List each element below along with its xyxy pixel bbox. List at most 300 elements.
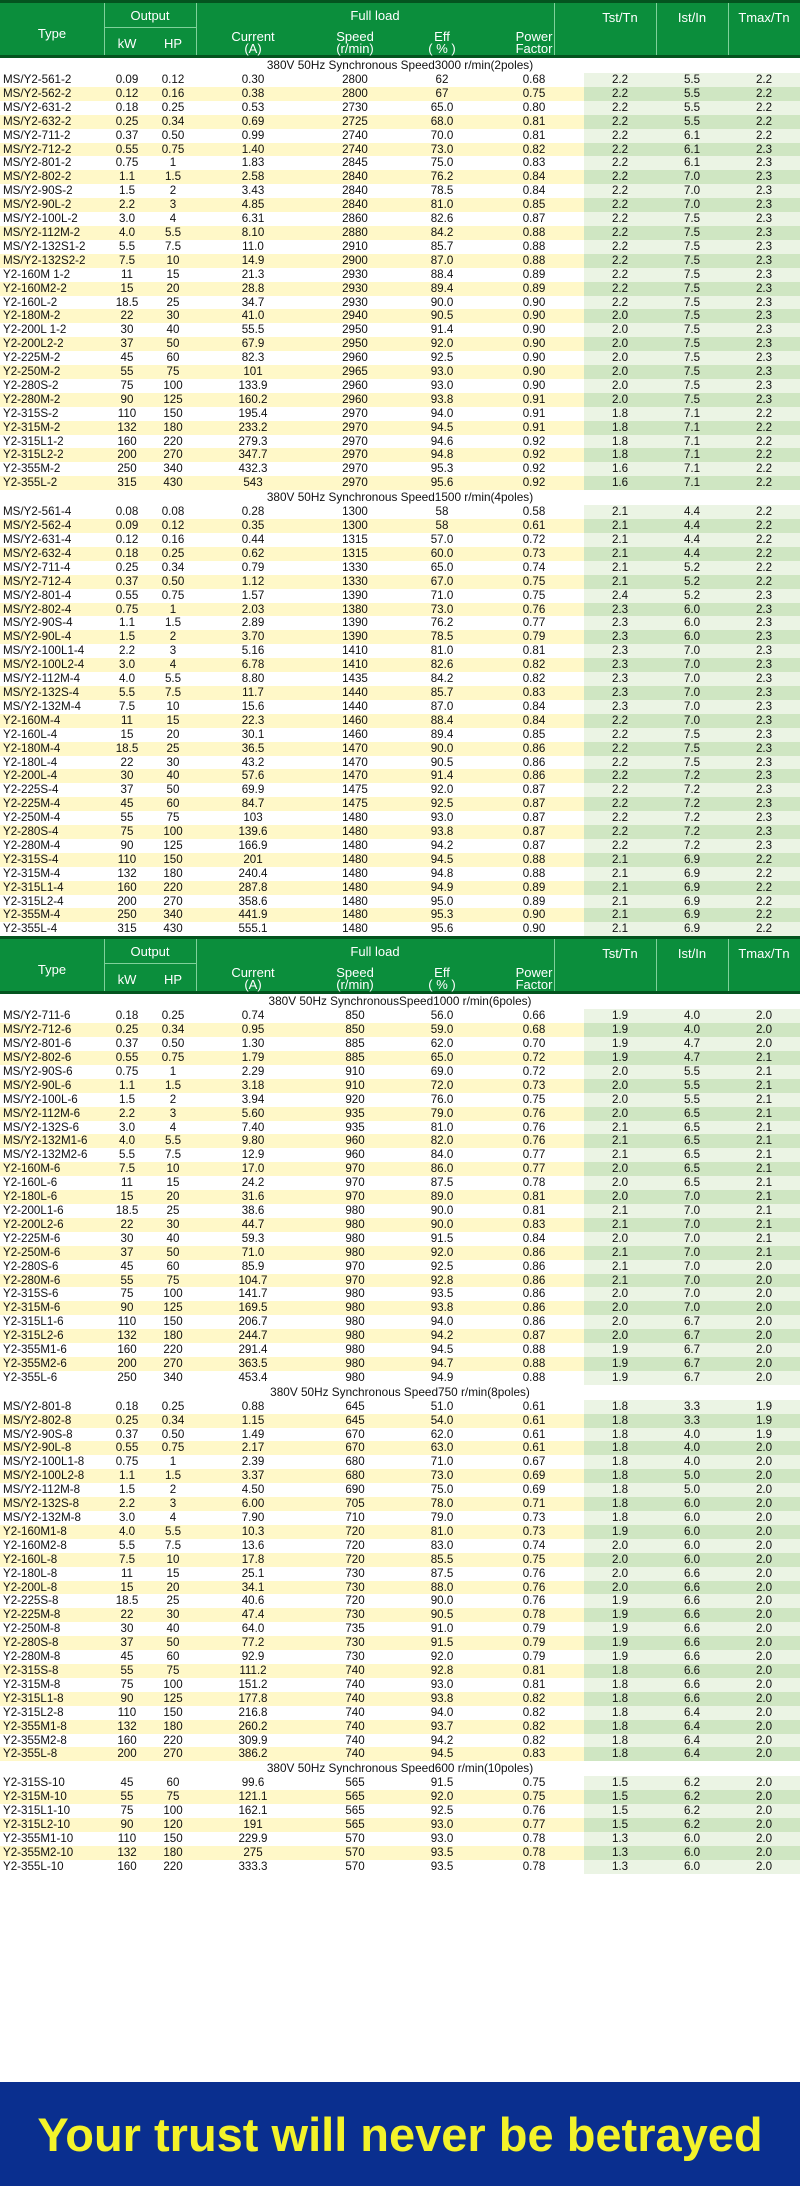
table-row bbox=[0, 1818, 800, 1832]
table-cell: 0.86 bbox=[484, 756, 584, 770]
table-cell: 0.79 bbox=[484, 630, 584, 644]
table-cell: MS/Y2-132M-4 bbox=[0, 700, 104, 714]
table-cell: 0.87 bbox=[484, 212, 584, 226]
table-cell: 200 bbox=[104, 895, 150, 909]
table-row bbox=[0, 1121, 800, 1135]
table-cell: 0.81 bbox=[484, 644, 584, 658]
table-cell: 10 bbox=[150, 700, 196, 714]
table-cell: 2.3 bbox=[728, 268, 800, 282]
table-cell: 430 bbox=[150, 922, 196, 936]
table-row bbox=[0, 337, 800, 351]
table-cell: 7.5 bbox=[150, 1539, 196, 1553]
table-cell: 2.0 bbox=[584, 1581, 656, 1595]
table-cell: 2.2 bbox=[728, 435, 800, 449]
table-cell: 6.5 bbox=[656, 1107, 728, 1121]
table-cell: 2.1 bbox=[728, 1190, 800, 1204]
table-cell: 2.2 bbox=[728, 519, 800, 533]
table-cell: 0.08 bbox=[104, 505, 150, 519]
table-cell: 0.91 bbox=[484, 407, 584, 421]
table-cell: 1480 bbox=[310, 853, 400, 867]
table-cell: 1315 bbox=[310, 547, 400, 561]
table-cell: 1.9 bbox=[584, 1037, 656, 1051]
table-cell: 680 bbox=[310, 1469, 400, 1483]
table-cell: 970 bbox=[310, 1176, 400, 1190]
table-cell: 37 bbox=[104, 337, 150, 351]
table-cell: 0.75 bbox=[484, 589, 584, 603]
table-cell: 1.9 bbox=[584, 1650, 656, 1664]
table-cell: MS/Y2-801-6 bbox=[0, 1037, 104, 1051]
table-row bbox=[0, 714, 800, 728]
table-cell: 2.3 bbox=[728, 742, 800, 756]
table-cell: 2725 bbox=[310, 115, 400, 129]
table-cell: 90.0 bbox=[400, 1218, 484, 1232]
table-cell: Y2-200L-8 bbox=[0, 1581, 104, 1595]
table-cell: Y2-355L-2 bbox=[0, 476, 104, 490]
table-cell: 6.0 bbox=[656, 1832, 728, 1846]
table-cell: 0.81 bbox=[484, 1204, 584, 1218]
table-cell: 0.90 bbox=[484, 351, 584, 365]
table-cell: MS/Y2-132S-4 bbox=[0, 686, 104, 700]
table-row bbox=[0, 1664, 800, 1678]
table-cell: 55 bbox=[104, 1274, 150, 1288]
table-cell: 87.0 bbox=[400, 700, 484, 714]
table-cell: 45 bbox=[104, 1260, 150, 1274]
table-cell: 2.3 bbox=[728, 337, 800, 351]
table-cell: 2.2 bbox=[728, 462, 800, 476]
table-cell: 90.0 bbox=[400, 1204, 484, 1218]
table-cell: Y2-180L-6 bbox=[0, 1190, 104, 1204]
table-cell: 2.2 bbox=[728, 853, 800, 867]
table-cell: 62 bbox=[400, 73, 484, 87]
table-cell: 2.0 bbox=[584, 1567, 656, 1581]
table-row bbox=[0, 1706, 800, 1720]
table-cell: 0.87 bbox=[484, 811, 584, 825]
table-cell: 82.6 bbox=[400, 212, 484, 226]
table-row bbox=[0, 379, 800, 393]
table-cell: MS/Y2-100L2-8 bbox=[0, 1469, 104, 1483]
table-cell: MS/Y2-100L2-4 bbox=[0, 658, 104, 672]
table-cell: 2.0 bbox=[584, 1190, 656, 1204]
table-cell: 2.0 bbox=[728, 1846, 800, 1860]
table-cell: 7.5 bbox=[104, 1553, 150, 1567]
table-cell: 160 bbox=[104, 435, 150, 449]
table-cell: 11 bbox=[104, 1567, 150, 1581]
table-cell: 2.2 bbox=[728, 533, 800, 547]
table-cell: 93.0 bbox=[400, 1832, 484, 1846]
table-cell: 1390 bbox=[310, 630, 400, 644]
table-cell: 69.0 bbox=[400, 1065, 484, 1079]
table-row bbox=[0, 728, 800, 742]
table-cell: 0.91 bbox=[484, 393, 584, 407]
table-cell: 2.1 bbox=[584, 1218, 656, 1232]
table-cell: 6.0 bbox=[656, 616, 728, 630]
table-row bbox=[0, 1079, 800, 1093]
table-cell: 2.0 bbox=[728, 1636, 800, 1650]
table-cell: 7.5 bbox=[656, 309, 728, 323]
table-cell: 90.0 bbox=[400, 1594, 484, 1608]
table-cell: 2.1 bbox=[584, 1134, 656, 1148]
table-cell: Y2-315S-8 bbox=[0, 1664, 104, 1678]
table-cell: 2930 bbox=[310, 282, 400, 296]
table-cell: 82.6 bbox=[400, 658, 484, 672]
table-cell: 2.3 bbox=[728, 589, 800, 603]
table-cell: 1.8 bbox=[584, 1747, 656, 1761]
table-cell: 2.1 bbox=[728, 1121, 800, 1135]
table-cell: 125 bbox=[150, 393, 196, 407]
table-cell: 2.0 bbox=[728, 1860, 800, 1874]
table-cell: 2965 bbox=[310, 365, 400, 379]
table-cell: 44.7 bbox=[196, 1218, 310, 1232]
section-title: 380V 50Hz Synchronous Speed750 r/min(8poles) bbox=[0, 1385, 800, 1400]
table-cell: 65.0 bbox=[400, 561, 484, 575]
table-cell: 4.7 bbox=[656, 1051, 728, 1065]
table-cell: 2840 bbox=[310, 170, 400, 184]
table-cell: MS/Y2-132S2-2 bbox=[0, 254, 104, 268]
table-cell: 41.0 bbox=[196, 309, 310, 323]
table-cell: 7.5 bbox=[656, 296, 728, 310]
table-cell: 92.0 bbox=[400, 783, 484, 797]
slogan-text: Your trust will never be betrayed bbox=[37, 2107, 763, 2161]
table-row bbox=[0, 1608, 800, 1622]
table-cell: 7.0 bbox=[656, 170, 728, 184]
table-cell: 2.2 bbox=[584, 783, 656, 797]
table-row bbox=[0, 1455, 800, 1469]
table-cell: 58 bbox=[400, 519, 484, 533]
table-cell: 0.09 bbox=[104, 73, 150, 87]
table-cell: 18.5 bbox=[104, 742, 150, 756]
table-cell: 0.61 bbox=[484, 519, 584, 533]
table-cell: 0.88 bbox=[196, 1400, 310, 1414]
table-cell: 13.6 bbox=[196, 1539, 310, 1553]
table-cell: 45 bbox=[104, 1650, 150, 1664]
table-row bbox=[0, 309, 800, 323]
table-cell: 0.75 bbox=[484, 575, 584, 589]
table-cell: 0.50 bbox=[150, 575, 196, 589]
table-row bbox=[0, 895, 800, 909]
table-cell: 2.0 bbox=[728, 1343, 800, 1357]
table-cell: 0.79 bbox=[484, 1650, 584, 1664]
table-cell: 15 bbox=[104, 728, 150, 742]
table-cell: Y2-200L2-6 bbox=[0, 1218, 104, 1232]
table-cell: 1.9 bbox=[584, 1051, 656, 1065]
table-cell: Y2-180M-2 bbox=[0, 309, 104, 323]
table-cell: Y2-250M-8 bbox=[0, 1622, 104, 1636]
table-cell: 2.3 bbox=[728, 393, 800, 407]
table-cell: 740 bbox=[310, 1747, 400, 1761]
table-row bbox=[0, 1776, 800, 1790]
table-cell: 91.4 bbox=[400, 323, 484, 337]
table-row bbox=[0, 254, 800, 268]
table-cell: 17.0 bbox=[196, 1162, 310, 1176]
table-cell: 75 bbox=[150, 1790, 196, 1804]
table-cell: 1440 bbox=[310, 686, 400, 700]
table-row bbox=[0, 1747, 800, 1761]
table-row bbox=[0, 1832, 800, 1846]
table-cell: Y2-355M-2 bbox=[0, 462, 104, 476]
table-cell: 1480 bbox=[310, 867, 400, 881]
table-cell: 90.5 bbox=[400, 756, 484, 770]
table-cell: 1.8 bbox=[584, 448, 656, 462]
table-cell: Y2-225M-2 bbox=[0, 351, 104, 365]
table-cell: Y2-160M2-8 bbox=[0, 1539, 104, 1553]
table-cell: 0.75 bbox=[484, 87, 584, 101]
table-row bbox=[0, 1650, 800, 1664]
header-hp: HP bbox=[163, 972, 183, 988]
table-cell: 1.9 bbox=[584, 1636, 656, 1650]
table-cell: 94.2 bbox=[400, 1734, 484, 1748]
table-cell: 0.72 bbox=[484, 1051, 584, 1065]
table-cell: 50 bbox=[150, 337, 196, 351]
table-cell: 2.0 bbox=[584, 309, 656, 323]
table-cell: 2.2 bbox=[584, 728, 656, 742]
table-row bbox=[0, 881, 800, 895]
table-row bbox=[0, 742, 800, 756]
table-cell: 95.6 bbox=[400, 922, 484, 936]
table-cell: 1.5 bbox=[150, 1469, 196, 1483]
table-cell: Y2-315L1-8 bbox=[0, 1692, 104, 1706]
table-cell: 7.5 bbox=[104, 1162, 150, 1176]
table-cell: 0.90 bbox=[484, 296, 584, 310]
table-cell: 0.82 bbox=[484, 1734, 584, 1748]
table-cell: 93.7 bbox=[400, 1720, 484, 1734]
table-cell: 2.1 bbox=[728, 1134, 800, 1148]
table-cell: 260.2 bbox=[196, 1720, 310, 1734]
table-cell: 2.3 bbox=[728, 603, 800, 617]
table-cell: 2.1 bbox=[728, 1148, 800, 1162]
table-cell: 2.3 bbox=[728, 323, 800, 337]
table-cell: 177.8 bbox=[196, 1692, 310, 1706]
table-cell: 910 bbox=[310, 1065, 400, 1079]
table-cell: 0.82 bbox=[484, 658, 584, 672]
table-row bbox=[0, 1134, 800, 1148]
table-cell: 2.0 bbox=[728, 1525, 800, 1539]
table-cell: 150 bbox=[150, 1315, 196, 1329]
table-cell: 7.5 bbox=[656, 756, 728, 770]
table-cell: 1300 bbox=[310, 519, 400, 533]
table-cell: 3.0 bbox=[104, 212, 150, 226]
table-row bbox=[0, 1581, 800, 1595]
table-cell: 180 bbox=[150, 1846, 196, 1860]
table-cell: 94.2 bbox=[400, 1329, 484, 1343]
table-cell: 90 bbox=[104, 1818, 150, 1832]
table-cell: 1.8 bbox=[584, 1428, 656, 1442]
table-cell: Y2-160M1-8 bbox=[0, 1525, 104, 1539]
table-cell: 2.1 bbox=[728, 1162, 800, 1176]
table-cell: Y2-355M2-10 bbox=[0, 1846, 104, 1860]
table-cell: 5.5 bbox=[104, 1539, 150, 1553]
table-cell: 220 bbox=[150, 435, 196, 449]
table-cell: 5.5 bbox=[150, 226, 196, 240]
table-cell: 0.81 bbox=[484, 1664, 584, 1678]
table-cell: 5.5 bbox=[104, 1148, 150, 1162]
table-cell: 2880 bbox=[310, 226, 400, 240]
table-cell: 2.0 bbox=[728, 1469, 800, 1483]
table-cell: 980 bbox=[310, 1329, 400, 1343]
table-cell: 7.0 bbox=[656, 658, 728, 672]
table-cell: 0.83 bbox=[484, 686, 584, 700]
table-row bbox=[0, 1329, 800, 1343]
table-cell: 0.72 bbox=[484, 533, 584, 547]
table-cell: 88.4 bbox=[400, 714, 484, 728]
table-cell: 2.58 bbox=[196, 170, 310, 184]
table-row bbox=[0, 1190, 800, 1204]
table-cell: 2.3 bbox=[584, 700, 656, 714]
table-cell: 2.3 bbox=[728, 769, 800, 783]
table-cell: 2.3 bbox=[584, 658, 656, 672]
table-cell: 0.69 bbox=[484, 1469, 584, 1483]
table-cell: 0.89 bbox=[484, 268, 584, 282]
table-cell: 71.0 bbox=[400, 1455, 484, 1469]
table-cell: 14.9 bbox=[196, 254, 310, 268]
table-cell: 980 bbox=[310, 1371, 400, 1385]
table-row bbox=[0, 1636, 800, 1650]
table-cell: 110 bbox=[104, 1832, 150, 1846]
table-cell: 885 bbox=[310, 1037, 400, 1051]
table-cell: 2.3 bbox=[728, 714, 800, 728]
table-cell: 885 bbox=[310, 1051, 400, 1065]
table-cell: 37 bbox=[104, 1246, 150, 1260]
table-cell: Y2-355L-8 bbox=[0, 1747, 104, 1761]
table-row bbox=[0, 908, 800, 922]
table-cell: 1.8 bbox=[584, 1706, 656, 1720]
table-cell: 7.1 bbox=[656, 448, 728, 462]
table-cell: 2.1 bbox=[584, 575, 656, 589]
table-cell: 565 bbox=[310, 1776, 400, 1790]
table-row bbox=[0, 129, 800, 143]
table-cell: 75 bbox=[104, 1287, 150, 1301]
table-cell: 0.88 bbox=[484, 240, 584, 254]
table-cell: 0.18 bbox=[104, 1009, 150, 1023]
table-cell: 7.1 bbox=[656, 476, 728, 490]
table-cell: 93.0 bbox=[400, 379, 484, 393]
table-cell: 2860 bbox=[310, 212, 400, 226]
header-divider bbox=[728, 939, 729, 991]
table-cell: 15.6 bbox=[196, 700, 310, 714]
table-cell: 160 bbox=[104, 1860, 150, 1874]
table-cell: 62.0 bbox=[400, 1428, 484, 1442]
table-cell: Y2-355M2-8 bbox=[0, 1734, 104, 1748]
table-cell: 180 bbox=[150, 867, 196, 881]
table-cell: 0.87 bbox=[484, 1329, 584, 1343]
table-cell: 5.5 bbox=[104, 686, 150, 700]
table-cell: 0.34 bbox=[150, 561, 196, 575]
table-cell: 1480 bbox=[310, 922, 400, 936]
table-cell: 0.55 bbox=[104, 589, 150, 603]
table-cell: 1330 bbox=[310, 561, 400, 575]
table-cell: 30 bbox=[104, 769, 150, 783]
table-cell: 2.2 bbox=[584, 212, 656, 226]
table-cell: 92.5 bbox=[400, 1260, 484, 1274]
table-cell: 7.0 bbox=[656, 700, 728, 714]
table-cell: 7.1 bbox=[656, 407, 728, 421]
table-cell: 0.68 bbox=[484, 1023, 584, 1037]
table-cell: 6.6 bbox=[656, 1650, 728, 1664]
table-cell: 0.88 bbox=[484, 1343, 584, 1357]
table-cell: 40 bbox=[150, 1622, 196, 1636]
table-cell: 82.0 bbox=[400, 1134, 484, 1148]
table-cell: Y2-160M-4 bbox=[0, 714, 104, 728]
table-cell: MS/Y2-90L-8 bbox=[0, 1441, 104, 1455]
table-cell: 0.89 bbox=[484, 895, 584, 909]
table-cell: 10 bbox=[150, 1162, 196, 1176]
table-cell: 0.81 bbox=[484, 1678, 584, 1692]
table-cell: Y2-160L-4 bbox=[0, 728, 104, 742]
table-cell: 2.2 bbox=[728, 448, 800, 462]
table-row bbox=[0, 922, 800, 936]
table-cell: 645 bbox=[310, 1414, 400, 1428]
table-cell: 0.78 bbox=[484, 1860, 584, 1874]
section-title-row bbox=[0, 1385, 800, 1400]
table-row bbox=[0, 797, 800, 811]
table-cell: 0.77 bbox=[484, 1148, 584, 1162]
table-cell: 78.0 bbox=[400, 1497, 484, 1511]
table-cell: 720 bbox=[310, 1594, 400, 1608]
table-cell: 0.81 bbox=[484, 115, 584, 129]
table-row bbox=[0, 73, 800, 87]
table-row bbox=[0, 505, 800, 519]
table-cell: 2.3 bbox=[728, 728, 800, 742]
table-cell: 22 bbox=[104, 1608, 150, 1622]
table-cell: 0.92 bbox=[484, 462, 584, 476]
table-cell: 2970 bbox=[310, 407, 400, 421]
table-cell: 57.6 bbox=[196, 769, 310, 783]
table-cell: 65.0 bbox=[400, 101, 484, 115]
table-cell: 73.0 bbox=[400, 603, 484, 617]
table-cell: 7.0 bbox=[656, 1301, 728, 1315]
table-cell: 1480 bbox=[310, 895, 400, 909]
table-cell: Y2-315L2-6 bbox=[0, 1329, 104, 1343]
table-cell: 2.2 bbox=[104, 644, 150, 658]
table-cell: 2970 bbox=[310, 448, 400, 462]
table-row bbox=[0, 1162, 800, 1176]
table-cell: 0.90 bbox=[484, 379, 584, 393]
table-cell: 56.0 bbox=[400, 1009, 484, 1023]
table-cell: 2.2 bbox=[584, 129, 656, 143]
table-cell: 4.0 bbox=[656, 1009, 728, 1023]
table-cell: 3 bbox=[150, 1497, 196, 1511]
table-cell: 7.5 bbox=[656, 337, 728, 351]
table-cell: 740 bbox=[310, 1706, 400, 1720]
table-cell: 2.2 bbox=[584, 240, 656, 254]
table-cell: 111.2 bbox=[196, 1664, 310, 1678]
table-cell: 180 bbox=[150, 1720, 196, 1734]
table-cell: 50 bbox=[150, 1246, 196, 1260]
table-cell: 250 bbox=[104, 462, 150, 476]
header-current: Current bbox=[231, 29, 275, 44]
section-title: 380V 50Hz Synchronous Speed1500 r/min(4poles) bbox=[0, 490, 800, 505]
table-row bbox=[0, 1301, 800, 1315]
table-cell: Y2-280S-2 bbox=[0, 379, 104, 393]
table-cell: 6.4 bbox=[656, 1720, 728, 1734]
table-cell: 970 bbox=[310, 1162, 400, 1176]
table-cell: 71.0 bbox=[196, 1246, 310, 1260]
section-title-row bbox=[0, 490, 800, 505]
table-cell: 30 bbox=[104, 1232, 150, 1246]
table-cell: 1.5 bbox=[150, 616, 196, 630]
table-cell: MS/Y2-90L-4 bbox=[0, 630, 104, 644]
table-cell: 2.3 bbox=[728, 170, 800, 184]
table-cell: 270 bbox=[150, 1357, 196, 1371]
table-cell: 0.28 bbox=[196, 505, 310, 519]
table-cell: 2.3 bbox=[728, 296, 800, 310]
header-divider bbox=[656, 939, 657, 991]
table-cell: 2.0 bbox=[584, 1176, 656, 1190]
table-cell: 0.88 bbox=[484, 853, 584, 867]
table-cell: 1.5 bbox=[104, 1483, 150, 1497]
table-cell: 121.1 bbox=[196, 1790, 310, 1804]
section-title: 380V 50Hz Synchronous Speed600 r/min(10poles) bbox=[0, 1761, 800, 1776]
table-cell: 15 bbox=[104, 1190, 150, 1204]
